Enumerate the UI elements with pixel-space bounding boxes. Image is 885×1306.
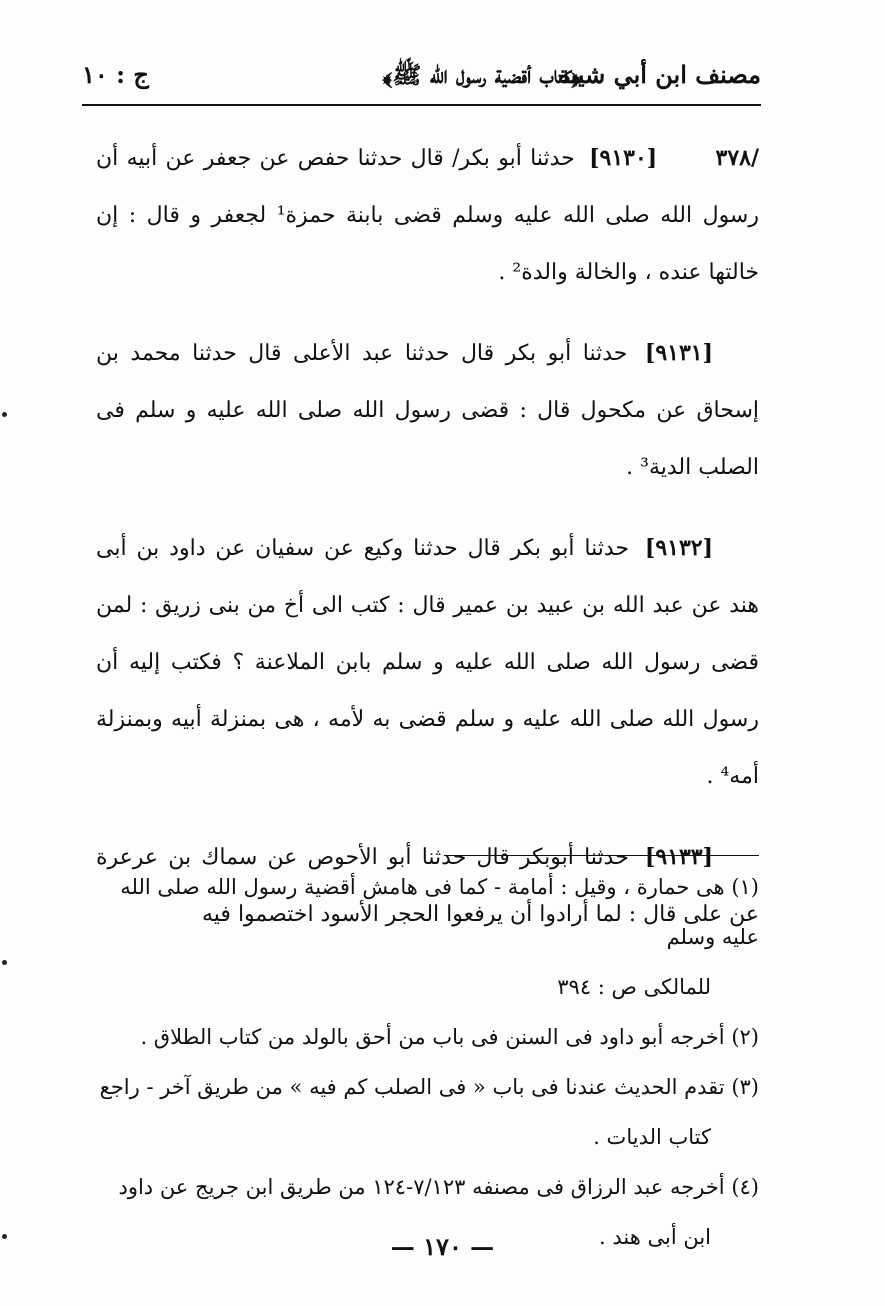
footnote-marker: (٢): [731, 1025, 759, 1049]
hadith-body: [96, 130, 759, 967]
hadith-number: [٩١٣٢]: [644, 535, 713, 561]
footnote-divider: [444, 855, 759, 856]
hadith-number: [٩١٣٠]: [589, 145, 658, 171]
hadith-text: حدثنا أبو بكر/ قال حدثنا حفص عن جعفر عن أبيه أن رسول الله صلى الله عليه وسلم قضى بابنة حمزة¹ لجعفر و قال : إن خالتها عنده ، والخالة والدة² .: [96, 146, 759, 285]
hadith-paragraph: [96, 520, 759, 805]
hadith-paragraph: [96, 325, 759, 496]
footnote-marker: (٣): [731, 1075, 759, 1099]
footnote: [96, 1062, 759, 1162]
footnote: [96, 862, 759, 1012]
scan-margin-dot: [2, 1234, 7, 1239]
footnote-text: هى حمارة ، وقيل : أمامة - كما فى هامش أقضية رسول الله صلى الله عليه وسلم: [120, 875, 759, 949]
footnote-continuation: للمالكى ص : ٣٩٤: [557, 975, 711, 999]
chapter-title: ﴿كتاب أقضية رسول الله ﷺ﴾: [382, 60, 581, 89]
book-title: مصنف ابن أبي شيبة: [557, 60, 761, 89]
hadith-text: حدثنا أبوبكر قال حدثنا أبو الأحوص عن سماك بن عرعرة عن على قال : لما أرادوا أن يرفعوا الحجر الأسود اختصموا فيه: [96, 845, 759, 927]
footnote: [96, 1012, 759, 1062]
footnote-marker: (٤): [731, 1175, 759, 1199]
hadith-number: [٩١٣١]: [644, 340, 713, 366]
footnote-text: تقدم الحديث عندنا فى باب « فى الصلب كم فيه » من طريق آخر - راجع: [99, 1075, 725, 1099]
footnote-continuation: ابن أبى هند .: [599, 1225, 711, 1249]
hadith-paragraph: [96, 130, 759, 301]
footnote-text: أخرجه عبد الرزاق فى مصنفه ٧/١٢٣-١٢٤ من طريق ابن جريج عن داود: [118, 1175, 725, 1199]
scan-margin-dot: [2, 412, 7, 417]
page-number: — ١٧٠ —: [390, 1232, 495, 1261]
volume-label: ج : ١٠: [82, 60, 149, 89]
scan-margin-dot: [2, 960, 7, 965]
hadith-text: حدثنا أبو بكر قال حدثنا عبد الأعلى قال حدثنا محمد بن إسحاق عن مكحول قال : قضى رسول الله صلى الله عليه و سلم فى الصلب الدية³ .: [96, 341, 759, 480]
footnote-continuation: كتاب الديات .: [593, 1125, 711, 1149]
running-header: [82, 54, 761, 100]
page-reference: /٣٧٨: [715, 145, 759, 171]
hadith-number: [٩١٣٣]: [644, 844, 713, 870]
footnote-marker: (١): [731, 875, 759, 899]
hadith-text: حدثنا أبو بكر قال حدثنا وكيع عن سفيان عن داود بن أبى هند عن عبد الله بن عبيد بن عمير قال : كتب الى أخ من بنى زريق : لمن قضى رسول الله صلى الله عليه و سلم بابن الملاعنة ؟ فكتب إليه أن رسول الله صلى الله عليه و سلم قضى به لأمه ، هى بمنزلة أبيه وبمنزلة أمه⁴ .: [96, 536, 759, 789]
header-divider: [82, 104, 761, 106]
footnotes: [96, 862, 759, 1262]
footnote-text: أخرجه أبو داود فى السنن فى باب من أحق بالولد من كتاب الطلاق .: [140, 1025, 725, 1049]
